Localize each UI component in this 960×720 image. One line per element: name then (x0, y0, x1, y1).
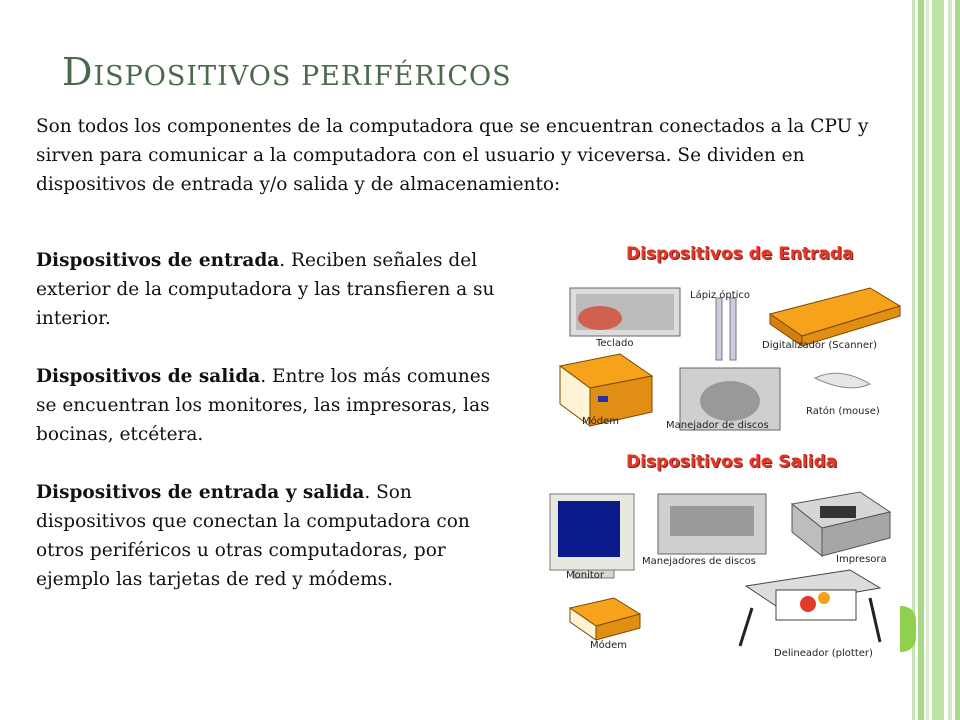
label-mouse: Ratón (mouse) (806, 406, 880, 417)
modem-icon (570, 598, 640, 640)
section-heading: Dispositivos de entrada (36, 250, 280, 271)
section-text: . Son dispositivos que conectan la computadora con otros periféricos u otras computadoras, por ejemplo las tarjetas de red y módems. (36, 482, 470, 590)
label-disk-drives: Manejadores de discos (642, 556, 756, 567)
title-initial: D (62, 50, 94, 94)
side-bar (932, 0, 944, 720)
section-input (36, 246, 506, 333)
intro-paragraph: Son todos los componentes de la computadora que se encuentran conectados a la CPU y sirven para comunicar a la computadora con el usuario y viceversa. Se dividen en dispositivos de entrada y/o salida y de almacenamiento: (36, 116, 869, 195)
printer-icon (792, 492, 890, 556)
section-text: . Entre los más comunes se encuentran los monitores, las impresoras, las bocinas, etcétera. (36, 366, 491, 445)
disk-drive-icon (658, 494, 766, 554)
label-light-pen: Lápiz óptico (690, 290, 751, 301)
scanner-icon (770, 288, 900, 346)
light-pen-icon (716, 298, 736, 360)
input-devices-title: Dispositivos de Entrada (626, 244, 854, 264)
side-bar (918, 0, 924, 720)
side-bar (955, 0, 960, 720)
side-bar (926, 0, 929, 720)
label-scanner: Digitalizador (Scanner) (762, 340, 878, 351)
label-modem: Módem (582, 416, 619, 427)
device-descriptions (36, 246, 506, 623)
label-disk-drive: Manejador de discos (666, 420, 769, 431)
section-heading: Dispositivos de salida (36, 366, 261, 387)
slide-title (62, 50, 512, 94)
section-text: . Reciben señales del exterior de la computadora y las transfieren a su interior. (36, 250, 495, 329)
keyboard-icon (570, 288, 680, 336)
label-keyboard: Teclado (596, 338, 634, 349)
title-rest: ISPOSITIVOS PERIFÉRICOS (93, 61, 512, 92)
section-input-output (36, 478, 506, 594)
plotter-icon (740, 570, 880, 646)
label-monitor: Monitor (566, 570, 605, 581)
decorative-side-bars (912, 0, 960, 720)
label-modem-output: Módem (590, 640, 627, 651)
label-printer: Impresora (836, 554, 887, 565)
side-bar (948, 0, 952, 720)
section-output (36, 362, 506, 449)
output-devices-title: Dispositivos de Salida (626, 452, 838, 472)
monitor-icon (550, 494, 634, 578)
devices-figure (540, 236, 910, 666)
section-heading: Dispositivos de entrada y salida (36, 482, 365, 503)
label-plotter: Delineador (plotter) (774, 648, 873, 659)
mouse-icon (815, 373, 870, 388)
